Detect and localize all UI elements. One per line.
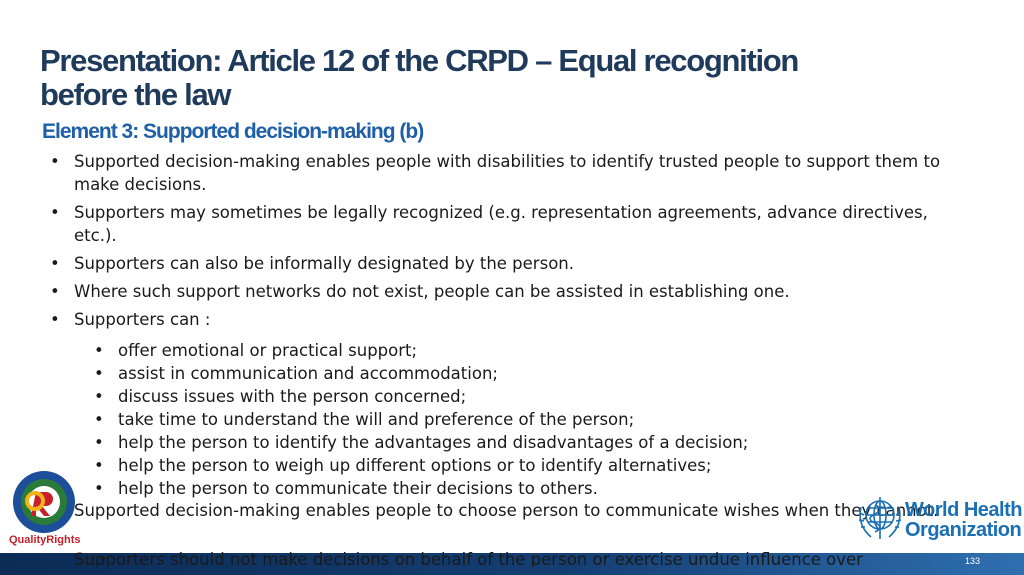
- bullet-list: [48, 150, 948, 336]
- bullet-item: • Supported decision-making enables people with disabilities to identify trusted people to support them to make decisions.: [48, 150, 948, 196]
- who-logo-line: World Health: [905, 499, 1022, 521]
- sub-bullet-item: • assist in communication and accommodation;: [92, 362, 892, 385]
- sub-bullet-item: • help the person to identify the advantages and disadvantages of a decision;: [92, 431, 892, 454]
- who-logo-text: [905, 500, 1022, 540]
- overflow-bullet: • Supporters should not make decisions on behalf of the person or exercise undue influence over: [48, 548, 994, 567]
- who-emblem-icon: [855, 493, 905, 545]
- bullet-item: • Supporters may sometimes be legally recognized (e.g. representation agreements, advance directives, etc.).: [48, 201, 948, 247]
- bullet-item: • Supporters can also be informally designated by the person.: [48, 252, 948, 275]
- sub-bullet-item: • discuss issues with the person concerned;: [92, 385, 892, 408]
- slide-title: Presentation: Article 12 of the CRPD – Equal recognition before the law: [40, 43, 799, 112]
- who-logo-line: Organization: [905, 519, 1022, 541]
- bullet-item: • Where such support networks do not exist, people can be assisted in establishing one.: [48, 280, 948, 303]
- sub-bullet-item: • help the person to communicate their decisions to others.: [92, 477, 892, 500]
- qualityrights-logo-text: QualityRights: [9, 534, 81, 546]
- sub-bullet-item: • offer emotional or practical support;: [92, 339, 892, 362]
- sub-bullet-item: • help the person to weigh up different options or to identify alternatives;: [92, 454, 892, 477]
- page-number: 133: [964, 556, 980, 566]
- overflow-paragraph: Supported decision-making enables people to choose person to communicate wishes when they cannot.: [74, 501, 939, 520]
- sub-bullet-list: [92, 339, 892, 500]
- sub-bullet-item: • take time to understand the will and preference of the person;: [92, 408, 892, 431]
- slide-subtitle: Element 3: Supported decision-making (b): [42, 120, 424, 143]
- bullet-item: • Supporters can :: [48, 308, 948, 331]
